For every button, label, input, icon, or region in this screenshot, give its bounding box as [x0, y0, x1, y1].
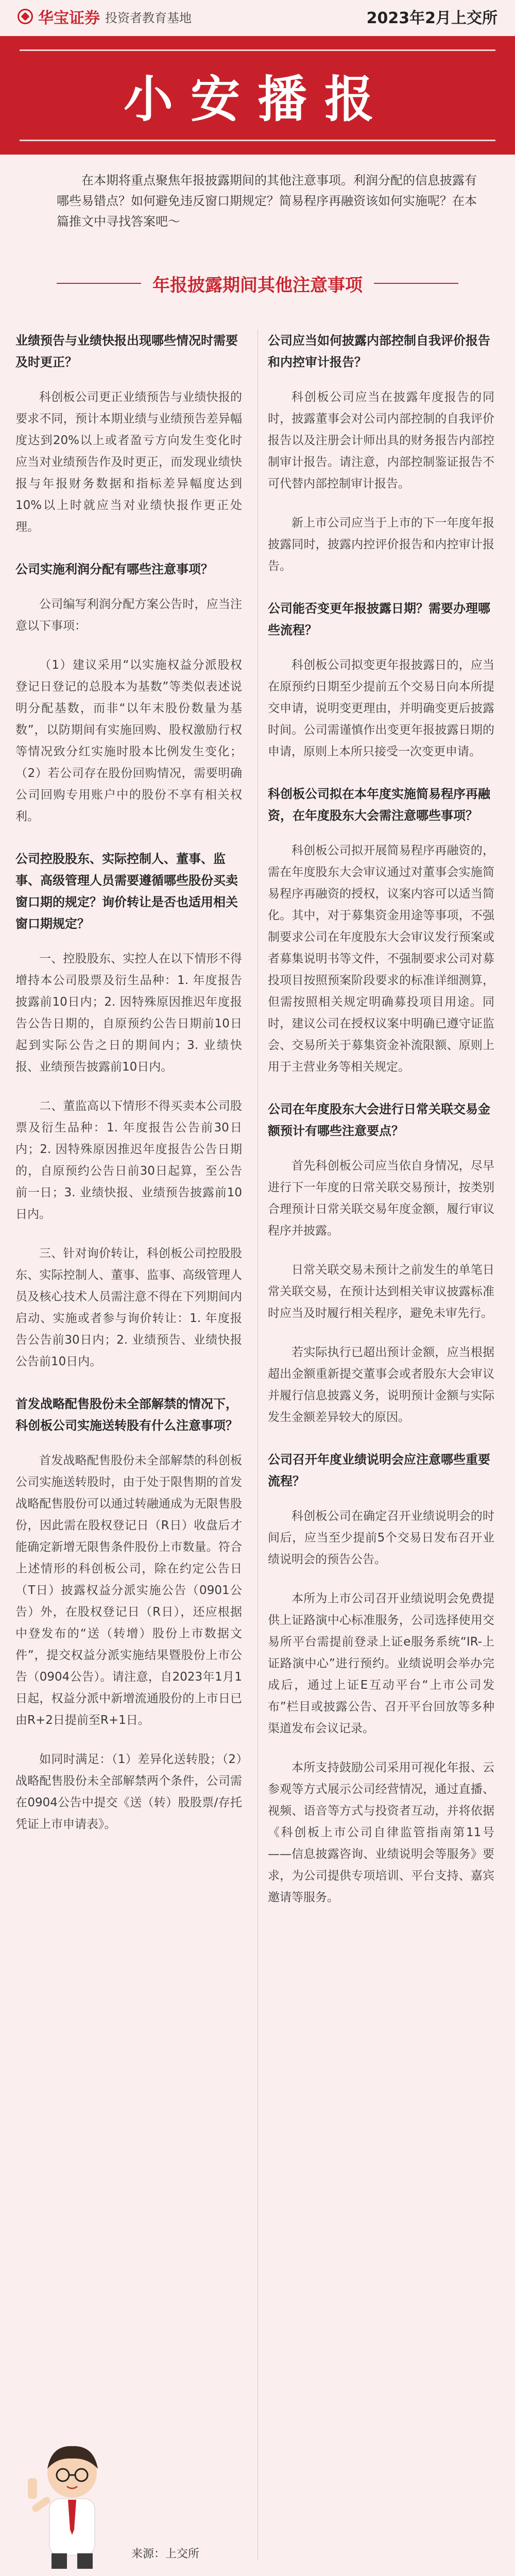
answer-paragraph: 科创板公司更正业绩预告与业绩快报的要求不同，预计本期业绩与业绩预告差异幅度达到20%以上或者盈亏方向发生变化时应当对业绩预告作及时更正，而发现业绩快报与年报财务数据和指标差异幅度达到10%以上时就应当对业绩快报作更正处理。 [15, 391, 242, 534]
answer-paragraph: 一、控股股东、实控人在以下情形不得增持本公司股票及衍生品种：1. 年度报告披露前10日内；2. 因特殊原因推迟年度报告公告日期的，自原预约公告日期前10日起到实际公告之日的期间内；3. 业绩快报、业绩预告披露前10日内。 [15, 952, 242, 1074]
brand-subtitle: 投资者教育基地 [105, 10, 192, 25]
answer-paragraph: 本所为上市公司召开业绩说明会免费提供上证路演中心标准服务，公司选择使用交易所平台需提前登录上证e服务系统“IR-上证路演中心”进行预约。业绩说明会举办完成后，通过上证E互动平台“上市公司发布”栏目或披露公告、召开平台回放等多种渠道发布会议记录。 [268, 1592, 494, 1735]
question-heading: 业绩预告与业绩快报出现哪些情况时需要及时更正？ [15, 333, 238, 369]
qa-block [268, 330, 494, 577]
answer-paragraph: 二、董监高以下情形不得买卖本公司股票及衍生品种：1. 年度报告公告前30日内；2. 因特殊原因推迟年度报告公告日期的，自原预约公告日前30日起算，至公告前一日；3. 业绩快报、业绩预告披露前10日内。 [15, 1099, 242, 1221]
banner-bottom-rule [20, 140, 495, 141]
qa-block [268, 1098, 494, 1428]
answer-paragraph: 日常关联交易未预计之前发生的单笔日常关联交易，在预计达到相关审议披露标准时应当及时履行相关程序，避免未审先行。 [268, 1263, 494, 1320]
answer-paragraph: 首先科创板公司应当依自身情况，尽早进行下一年度的日常关联交易预计，按类别合理预计日常关联交易年度金额，履行审议程序并披露。 [268, 1159, 494, 1238]
question-heading: 公司在年度股东大会进行日常关联交易金额预计有哪些注意要点？ [268, 1102, 490, 1138]
source-note: 来源：上交所 [131, 2548, 200, 2561]
banner-title: 小安播报 [124, 70, 391, 128]
question-heading: 公司控股股东、实际控制人、董事、监事、高级管理人员需要遵循哪些股份买卖窗口期的规定？询价转让是否也适用相关窗口期规定？ [15, 852, 238, 931]
brand-logo-icon [18, 9, 33, 24]
section-heading-rule-right [374, 283, 458, 284]
answer-paragraph: 新上市公司应当于上市的下一年度年报披露同时，披露内控评价报告和内控审计报告。 [268, 516, 494, 573]
qa-block [268, 1449, 494, 1908]
top-bar [0, 0, 515, 33]
qa-block [268, 598, 494, 762]
title-banner [0, 36, 515, 155]
section-heading-rule-left [57, 283, 141, 284]
answer-paragraph: 若实际执行已超出预计金额，应当根据超出金额重新提交董事会或者股东大会审议并履行信息披露义务，说明预计金额与实际发生金额差异较大的原因。 [268, 1346, 494, 1424]
issue-label: 2023年2月上交所 [366, 9, 497, 27]
answer-paragraph: 科创板公司在确定召开业绩说明会的时间后，应当至少提前5个交易日发布召开业绩说明会的预告公告。 [268, 1510, 494, 1566]
intro-paragraph: 在本期将重点聚焦年报披露期间的其他注意事项。利润分配的信息披露有哪些易错点？如何避免违反窗口期规定？简易程序再融资该如何实施呢？在本篇推文中寻找答案吧～ [57, 173, 477, 229]
qa-block [268, 783, 494, 1078]
qa-block [15, 330, 242, 538]
question-heading: 公司实施利润分配有哪些注意事项？ [15, 562, 213, 577]
question-heading: 科创板公司拟在本年度实施简易程序再融资，在年度股东大会需注意哪些事项？ [268, 787, 490, 823]
qa-block [15, 558, 242, 827]
brand [18, 5, 192, 28]
qa-block [15, 848, 242, 1372]
mascot-illustration [21, 2437, 124, 2571]
brand-name: 华宝证券 [38, 9, 100, 27]
answer-paragraph: 如同时满足：（1）差异化送转股；（2）战略配售股份未全部解禁两个条件，公司需在0904公告中提交《送（转）股股票/存托凭证上市申请表》。 [15, 1753, 242, 1831]
qa-block [15, 1393, 242, 1835]
question-heading: 首发战略配售股份未全部解禁的情况下，科创板公司实施送转股有什么注意事项？ [15, 1397, 238, 1433]
answer-paragraph: 科创板公司拟变更年报披露日的，应当在原预约日期至少提前五个交易日向本所提交申请，说明变更理由，并明确变更后披露时间。公司需谨慎作出变更年报披露日期的申请，原则上本所只接受一次变更申请。 [268, 658, 494, 758]
answer-paragraph: 三、针对询价转让，科创板公司控股股东、实际控制人、董事、监事、高级管理人员及核心技术人员需注意不得在下列期间内启动、实施或者参与询价转让：1. 年度报告公告前30日内；2. 业绩预告、业绩快报公告前10日内。 [15, 1247, 242, 1368]
section-heading-text: 年报披露期间其他注意事项 [152, 275, 363, 296]
answer-paragraph: 公司编写利润分配方案公告时，应当注意以下事项： [15, 598, 242, 633]
answer-paragraph: （1）建议采用“以实施权益分派股权登记日登记的总股本为基数”等类似表述说明分配基数，而非“以年末股份数量为基数”，以防期间有实施回购、股权激励行权等情况致分红实施时股本比例发生变化；（2）若公司存在股份回购情况，需要明确公司回购专用账户中的股份不享有相关权利。 [15, 658, 242, 823]
answer-paragraph: 本所支持鼓励公司采用可视化年报、云参观等方式展示公司经营情况，通过直播、视频、语音等方式与投资者互动，并将依据《科创板上市公司自律监管指南第11号——信息披露咨询、业绩说明会等服务》要求，为公司提供专项培训、平台支持、嘉宾邀请等服务。 [268, 1761, 494, 1904]
question-heading: 公司应当如何披露内部控制自我评价报告和内控审计报告？ [268, 333, 490, 369]
question-heading: 公司召开年度业绩说明会应注意哪些重要流程？ [268, 1452, 490, 1488]
left-column [15, 330, 242, 1856]
right-column [268, 330, 494, 1929]
answer-paragraph: 首发战略配售股份未全部解禁的科创板公司实施送转股时，由于处于限售期的首发战略配售股份可以通过转融通成为无限售股份，因此需在股权登记日（R日）收盘后才能确定新增无限售条件股份上市数量。符合上述情形的科创板公司，除在约定公告日（T日）披露权益分派实施公告（0901公告）外，在股权登记日（R日），还应根据中登发布的“送（转增）股份上市数据文件”，提交权益分派实施结果暨股份上市公告（0904公告）。请注意，自2023年1月1日起，权益分派中新增流通股份的上市日已由R+2日提前至R+1日。 [15, 1454, 242, 1727]
answer-paragraph: 科创板公司拟开展简易程序再融资的，需在年度股东大会审议通过对董事会实施简易程序再融资的授权，议案内容可以适当简化。其中，对于募集资金用途等事项，不强制要求公司在年度股东大会审议发行预案或者募集说明书等文件，不强制要求公司对募投项目按照预案阶段要求的标准详细测算，但需按照相关规定明确募投项目用途。同时，建议公司在授权议案中明确已遵守证监会、交易所关于募集资金补流限额、原则上用于主营业务等相关规定。 [268, 844, 494, 1074]
section-heading [57, 268, 458, 299]
question-heading: 公司能否变更年报披露日期？需要办理哪些流程？ [268, 601, 490, 637]
answer-paragraph: 科创板公司应当在披露年度报告的同时，披露董事会对公司内部控制的自我评价报告以及注册会计师出具的财务报告内部控制审计报告。请注意，内部控制鉴证报告不可代替内部控制审计报告。 [268, 391, 494, 490]
